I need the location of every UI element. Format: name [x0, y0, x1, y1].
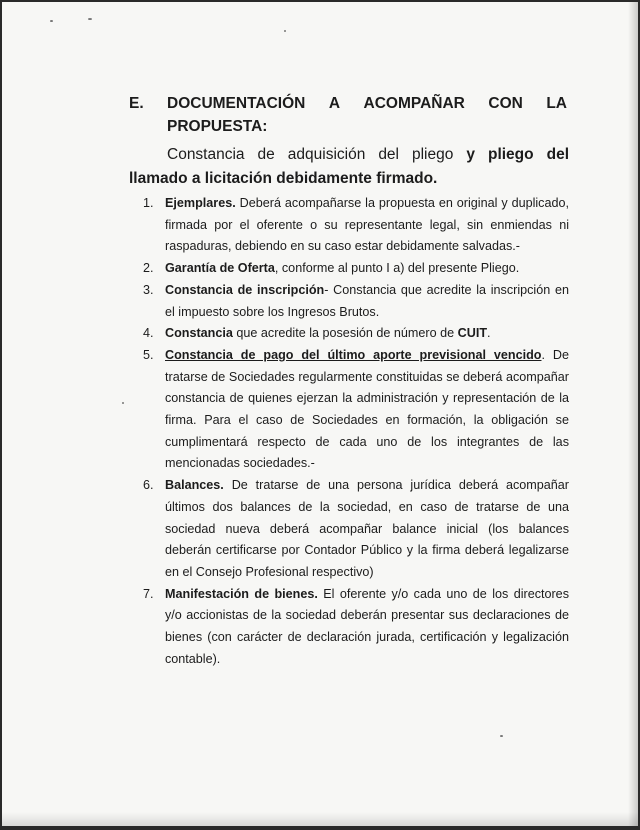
scan-speck	[122, 402, 124, 404]
intro-text: Constancia de adquisición del pliego	[167, 146, 467, 163]
scan-speck	[88, 18, 92, 20]
item-text: , conforme al punto I a) del presente Pliego.	[274, 261, 520, 276]
section-title-line1	[167, 92, 567, 115]
section-letter: E.	[129, 95, 144, 112]
list-item	[143, 258, 569, 280]
item-text: El oferente y/o cada uno de los directores y/o accionistas de la sociedad deberán presentar sus declaraciones de bienes (con carácter de declaración jurada, certificación y legalización contable).	[165, 586, 569, 666]
item-title-cuit: CUIT	[457, 326, 488, 341]
item-text: que acredite la posesión de número de	[232, 326, 458, 341]
item-text: - Constancia que acredite la inscripción en el impuesto sobre los Ingresos Brutos.	[165, 282, 569, 319]
item-text: Deberá acompañarse la propuesta en original y duplicado, firmada por el oferente o su representante legal, sin enmiendas ni raspaduras, debiendo en su caso estar debidamente salvadas.-	[165, 196, 569, 254]
list-item	[143, 323, 569, 345]
item-title: Constancia de inscripción	[165, 282, 325, 297]
title-word: DOCUMENTACIÓN	[167, 95, 306, 112]
title-word: A	[328, 95, 341, 112]
item-number: 4.	[143, 326, 154, 341]
item-text: De tratarse de una persona jurídica deberá acompañar últimos dos balances de la sociedad, en caso de tratarse de una sociedad nueva deberá acompañar balance inicial (los balances deberán certificarse por Contador Público y la firma deberá legalizarse en el Consejo Profesional respectivo)	[165, 478, 569, 579]
title-word: CON	[488, 95, 523, 112]
scan-speck	[500, 735, 503, 737]
section-title-line2: PROPUESTA:	[167, 118, 268, 135]
item-number: 7.	[143, 586, 154, 601]
list-item	[143, 475, 569, 584]
scan-speck	[50, 20, 53, 22]
item-text: .	[487, 326, 491, 341]
item-title: Balances.	[165, 478, 224, 493]
item-text: . De tratarse de Sociedades regularmente constituidas se deberá acompañar constancia de quienes ejerzan la administración y representación de la firma. Para el caso de Sociedades en formación, la obligación se cumplimentará respecto de cada uno de los integrantes de las mencionadas sociedades.-	[165, 347, 569, 471]
scan-speck	[284, 30, 286, 32]
title-word: ACOMPAÑAR	[363, 95, 465, 112]
scan-shadow-bottom	[2, 812, 638, 826]
intro-paragraph	[129, 143, 569, 191]
section-heading	[129, 92, 567, 138]
item-title: Ejemplares.	[165, 196, 236, 210]
item-number: 5.	[143, 347, 154, 362]
document-page	[2, 2, 638, 826]
list-item	[143, 280, 569, 323]
item-title: Manifestación de bienes.	[165, 586, 318, 601]
title-word: LA	[546, 95, 567, 112]
list-item	[143, 584, 569, 671]
intro-text-bold: y pliego del llamado a licitación debidamente firmado.	[129, 146, 569, 187]
requirements-list	[143, 193, 569, 670]
item-number: 1.	[143, 196, 154, 210]
item-number: 6.	[143, 478, 154, 493]
item-number: 3.	[143, 282, 154, 297]
item-title: Constancia de pago del último aporte previsional vencido	[165, 347, 542, 362]
list-item	[143, 193, 569, 258]
item-title: Constancia	[165, 326, 233, 341]
item-number: 2.	[143, 261, 154, 276]
list-item	[143, 345, 569, 475]
item-title: Garantía de Oferta	[165, 261, 275, 276]
scan-shadow-right	[628, 2, 638, 826]
